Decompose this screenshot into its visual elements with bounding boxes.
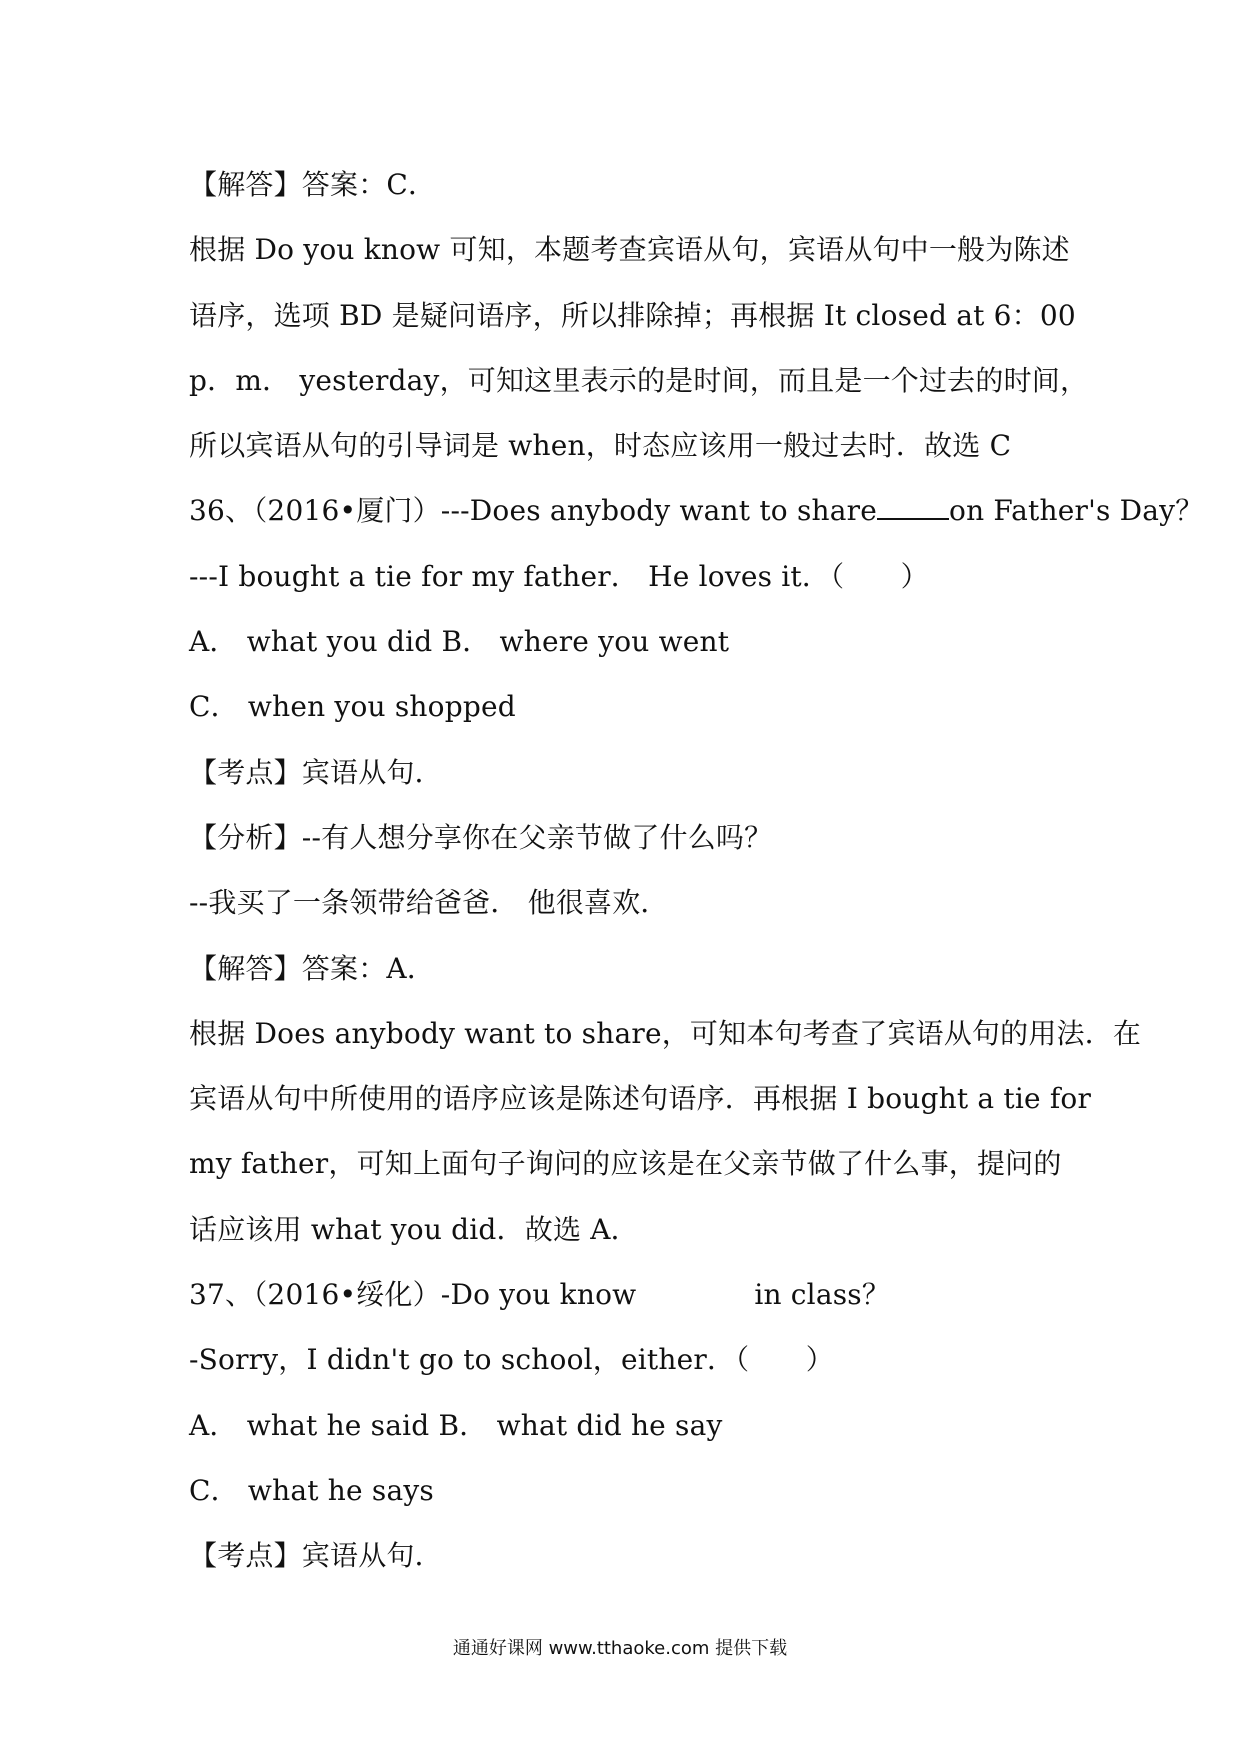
question-37-options-ab: A． what he said B． what did he say — [189, 1408, 723, 1442]
question-36-option-c: C． when you shopped — [189, 690, 516, 724]
explanation-line: my father，可知上面句子询问的应该是在父亲节做了什么事，提问的 — [189, 1147, 1062, 1181]
explanation-line: 根据 Do you know 可知，本题考查宾语从句，宾语从句中一般为陈述 — [189, 233, 1070, 267]
explanation-line: 所以宾语从句的引导词是 when，时态应该用一般过去时．故选 C — [189, 429, 1012, 463]
explanation-line: 根据 Does anybody want to share，可知本句考查了宾语从句的用法．在 — [189, 1016, 1142, 1050]
question-36-tail: on Father's Day？ — [949, 494, 1204, 528]
explanation-line: 宾语从句中所使用的语序应该是陈述句语序．再根据 I bought a tie for — [189, 1082, 1092, 1116]
question-37-tail: in class？ — [754, 1278, 891, 1312]
analysis: 【分析】--有人想分享你在父亲节做了什么吗？ — [189, 820, 773, 854]
explanation-line: p．m． yesterday，可知这里表示的是时间，而且是一个过去的时间， — [189, 363, 1089, 397]
answer-blank — [877, 492, 949, 520]
question-36-stem: 36、（2016•厦门）---Does anybody want to share — [189, 494, 878, 528]
question-36-options-ab: A． what you did B． where you went — [189, 625, 730, 659]
document-body — [189, 152, 1204, 1589]
key-point: 【考点】宾语从句． — [189, 755, 443, 789]
page-footer: 通通好课网 www.tthaoke.com 提供下载 — [452, 1638, 788, 1659]
question-36-reply: ---I bought a tie for my father． He loves it．（ ） — [189, 559, 929, 593]
question-36 — [189, 478, 1204, 543]
question-37 — [189, 1262, 1059, 1327]
explanation-line: 语序，选项 BD 是疑问语序，所以排除掉；再根据 It closed at 6：00 — [189, 298, 1076, 332]
key-point: 【考点】宾语从句． — [189, 1539, 443, 1573]
question-37-stem: 37、（2016•绥化）-Do you know — [189, 1278, 637, 1312]
question-37-option-c: C． what he says — [189, 1473, 434, 1507]
answer-heading: 【解答】答案：A． — [189, 951, 436, 985]
question-37-reply: -Sorry，I didn't go to school，either．（ ） — [189, 1343, 834, 1377]
answer-heading: 【解答】答案：C． — [189, 168, 437, 201]
analysis-line: --我买了一条领带给爸爸． 他很喜欢． — [189, 886, 669, 920]
explanation-line: 话应该用 what you did．故选 A． — [189, 1212, 639, 1246]
